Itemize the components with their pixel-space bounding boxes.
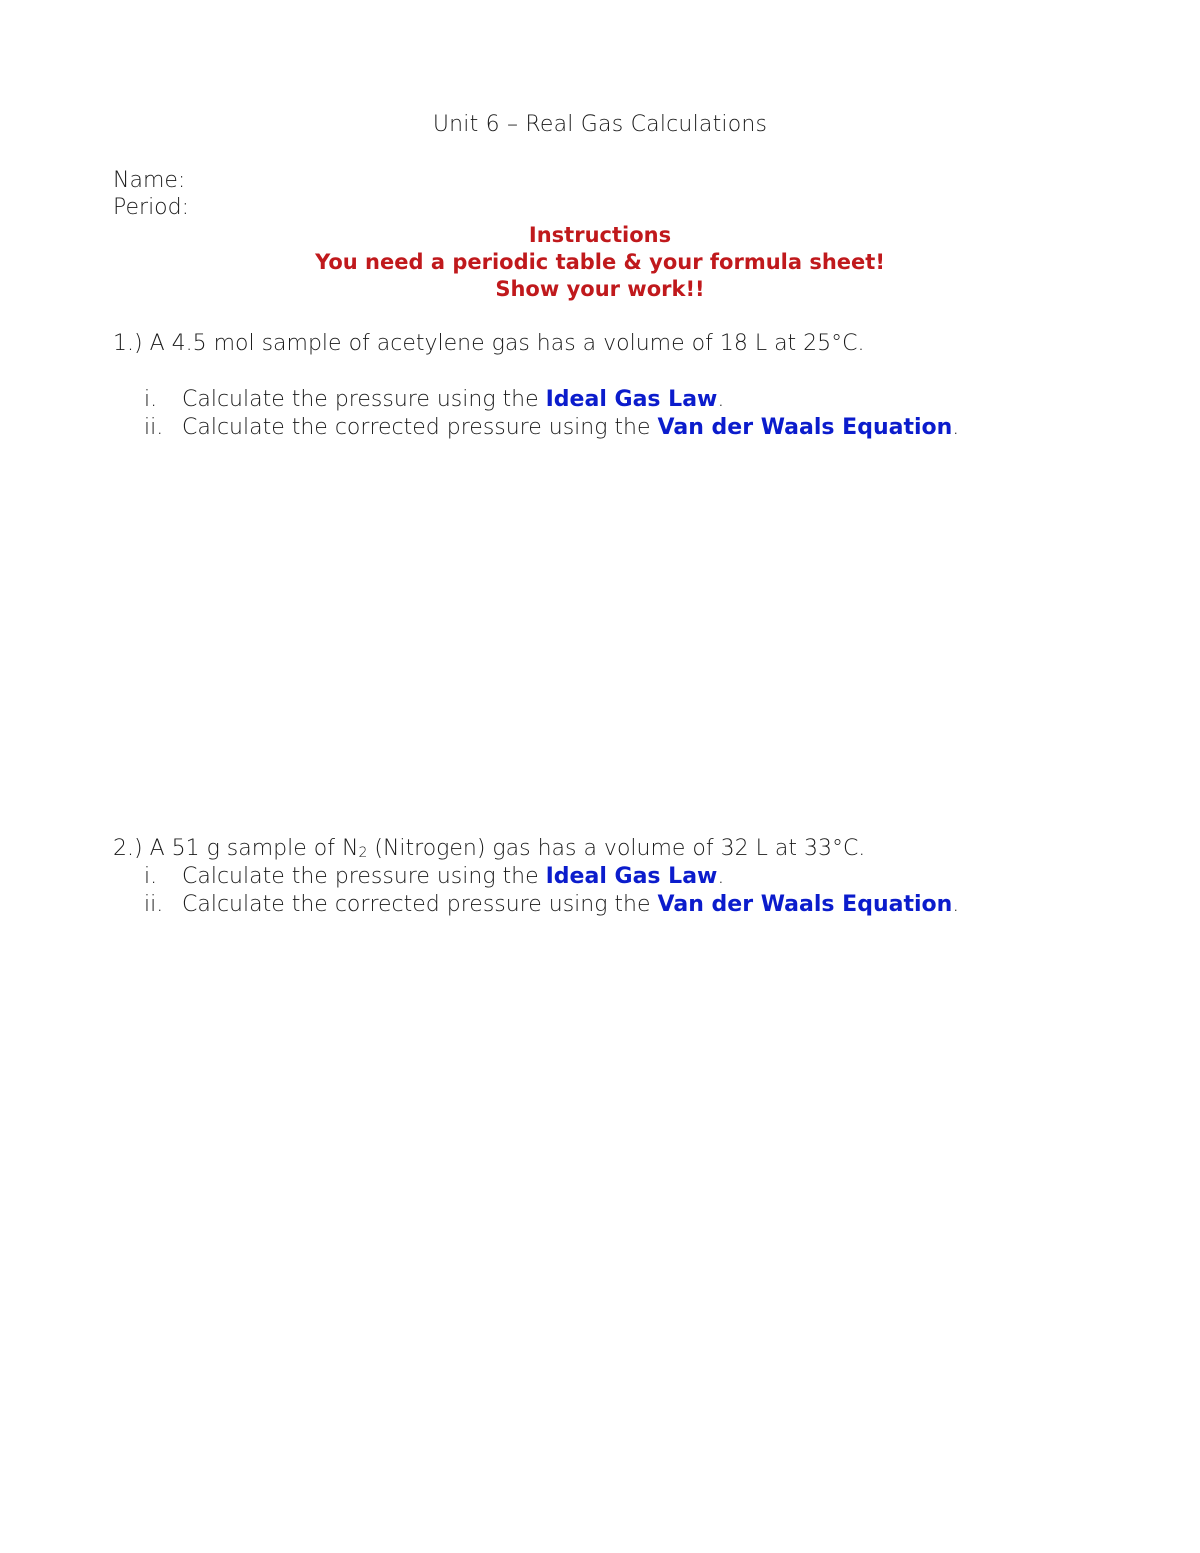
part-text [182,386,724,414]
instructions-block [0,222,1200,303]
part-marker: ii. [144,891,164,917]
part-suffix: . [717,864,725,889]
part-prefix: Calculate the pressure using the [182,864,546,889]
question-text: A 4.5 mol sample of acetylene gas has a volume of 18 L at 25°C. [149,331,865,356]
question-text [150,836,866,861]
part-text [182,891,959,919]
part-text [182,414,959,442]
question-number: 2.) [113,836,143,861]
ideal-gas-law-emphasis: Ideal Gas Law [545,387,718,412]
instructions-line-periodic-table: You need a periodic table & your formula sheet! [315,250,885,274]
van-der-waals-emphasis: Van der Waals Equation [657,891,953,917]
question-1 [113,331,865,356]
instructions-line-show-work: Show your work!! [495,277,705,301]
part-marker: ii. [144,414,164,440]
part-prefix: Calculate the pressure using the [182,387,546,412]
question-number: 1.) [113,331,143,356]
part-suffix: . [952,891,960,917]
question-text-before: A 51 g sample of N [149,836,359,861]
nitrogen-subscript: 2 [358,845,368,861]
van-der-waals-emphasis: Van der Waals Equation [657,414,953,440]
part-prefix: Calculate the corrected pressure using the [182,414,658,440]
question-text-after: (Nitrogen) gas has a volume of 32 L at 33°C. [367,836,866,861]
part-suffix: . [952,414,960,440]
part-prefix: Calculate the corrected pressure using the [182,891,658,917]
page-title: Unit 6 – Real Gas Calculations [432,112,768,137]
name-label: Name: [113,168,186,193]
part-marker: i. [144,387,158,412]
period-label: Period: [113,195,190,220]
part-text [182,863,724,891]
instructions-heading: Instructions [528,223,672,247]
ideal-gas-law-emphasis: Ideal Gas Law [545,864,718,889]
question-2 [113,836,865,861]
part-marker: i. [144,864,158,889]
part-suffix: . [717,387,725,412]
